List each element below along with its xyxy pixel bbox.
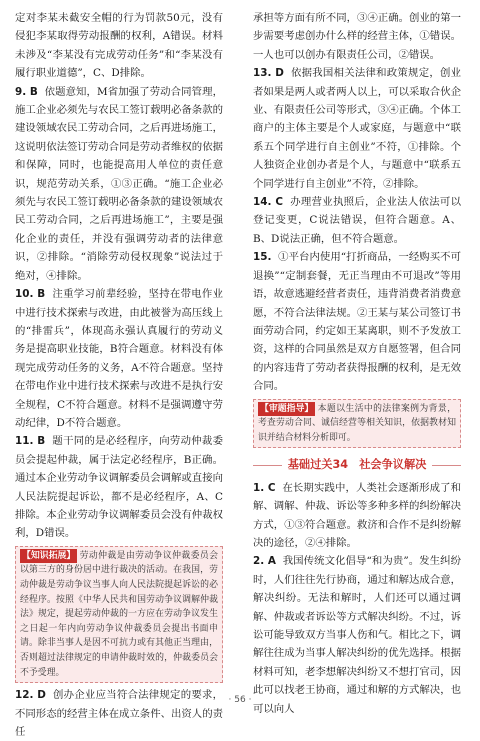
answer-text: 依题意知，M省加强了劳动合同管理，施工企业必须先与农民工签订载明必备条款的建设领域农民工劳动合同，之后再进场施工，这说明依法签订劳动合同是劳动者维权的依据和保障，同时，也能提高用人单位的责任意识，规范劳动关系，①③正确。“施工企业必须先与农民工签订载明必备条款的建设领域农民工劳动合同，之后再进场施工”，主要是强化企业的责任，并没有强调劳动者的法律意识，②排除。“消除劳动侵权现象”说法过于绝对，④排除。 <box>15 85 223 282</box>
knowledge-extension-box <box>15 546 223 683</box>
question-number: 14. C <box>253 196 283 209</box>
section-rule-left <box>253 465 282 466</box>
answer-13 <box>253 64 461 193</box>
question-number: 13. D <box>253 67 284 80</box>
exam-guide-label: 【审题指导】 <box>258 402 315 417</box>
question-number: 1. C <box>253 481 276 494</box>
answer-14 <box>253 193 461 248</box>
page-number: · 56 · <box>228 695 252 705</box>
section-title-text: 基础过关34 社会争议解决 <box>287 458 427 472</box>
answer-11 <box>15 432 223 542</box>
question-number: 11. B <box>15 435 46 448</box>
answer-s1 <box>253 479 461 553</box>
answer-10 <box>15 285 223 432</box>
knowledge-extension-label: 【知识拓展】 <box>20 549 77 564</box>
answer-s2 <box>253 552 461 718</box>
section-heading <box>253 456 461 474</box>
answer-text: 创办企业应当符合法律规定的要求，不同形态的经营主体在成立条件、出资人的责任 <box>15 689 224 738</box>
answer-8-continuation: 定对李某未截安全帽的行为罚款50元，没有侵犯李某取得劳动报酬的权利，A错误。材料未涉及“李某没有完成劳动任务”和“李某没有履行职业道德”，C、D排除。 <box>15 12 223 80</box>
answer-text: 办理营业执照后，企业法人依法可以登记变更，C说法错误，但符合题意。A、B、D说法正确，但不符合题意。 <box>253 196 462 245</box>
answer-12-continuation: 承担等方面有所不同，③④正确。创业的第一步需要考虑创办什么样的经营主体，①错误。一人也可以创办有限责任公司，②错误。 <box>253 12 461 61</box>
question-number: 15. <box>253 251 272 264</box>
answer-9 <box>15 83 223 285</box>
answer-text: 依据我国相关法律和政策规定，创业者如果是两人或者两人以上，可以采取合伙企业、有限责任公司等形式，③④正确。个体工商户的主体主要是个人或家庭，与题意中“联系五个同学进行自主创业”不符，①排除。个人独资企业创办者是个人，与题意中“联系五个同学进行自主创业”不符，②排除。 <box>253 67 462 190</box>
answer-15 <box>253 248 461 395</box>
left-column <box>15 9 223 741</box>
question-number: 2. A <box>253 555 276 568</box>
answer-text: 我国传统文化倡导“和为贵”。发生纠纷时，人们往往先行协商，通过和解达成合意，解决纠纷。无法和解时，人们还可以通过调解、仲裁或者诉讼等方式解决纠纷。不过，诉讼可能导致双方当事人伤和气。相比之下，调解往往成为当事人解决纠纷的优先选择。根据材料可知，老李想解决纠纷又不想打官司，因此可以找老王协商，通过和解的方式解决，也可以向人 <box>253 555 461 715</box>
knowledge-extension-text: 劳动仲裁是由劳动争议仲裁委员会以第三方的身份居中进行裁决的活动。在我国，劳动仲裁是劳动争议当事人向人民法院提起诉讼的必经程序。按照《中华人民共和国劳动争议调解仲裁法》规定，提起劳动仲裁的一方应在劳动争议发生之日起一年内向劳动争议仲裁委员会提出书面申请。除非当事人是因不可抗力或有其他正当理由，否则超过法律规定的申请仲裁时效的，仲裁委员会不予受理。 <box>20 550 218 678</box>
answer-text: 题干同的是必经程序，向劳动仲裁委员会提起仲裁，属于法定必经程序，B正确。通过本企业劳动争议调解委员会调解或直接向人民法院提起诉讼，都不是必经程序，A、C排除。本企业劳动争议调解委员会没有仲裁权利，D错误。 <box>15 435 223 540</box>
answer-text: 在长期实践中，人类社会逐渐形成了和解、调解、仲裁、诉讼等多种多样的纠纷解决方式，①③符合题意。救济和合作不是纠纷解决的途径，②④排除。 <box>253 481 462 549</box>
exam-guide-text: 本题以生活中的法律案例为背景，考查劳动合同、诚信经营等相关知识，依据教材知识并结合材料分析即可。 <box>258 403 456 443</box>
question-number: 12. D <box>15 689 46 702</box>
answer-text: 注重学习前辈经验，坚持在带电作业中进行技术探索与改进，由此被誉为高压线上的“排雷兵”，体现高永强认真履行的劳动义务是提高职业技能，B符合题意。材料没有体现完成劳动任务的义务，A不符合题意。坚持在带电作业中进行技术探索与改进不是执行安全规程，C不符合题意。材料不是强调遵守劳动纪律，D不符合题意。 <box>15 288 223 429</box>
question-number: 10. B <box>15 288 46 301</box>
question-number: 9. B <box>15 85 38 98</box>
exam-guide-box <box>253 399 461 449</box>
answer-text: ①平台内使用“打折商品，一经购买不可退换”“定制套餐，无正当理由不可退改”等用语，故意逃避经营者责任，违背消费者消费意愿，不符合法律法规。②王某与某公司签订书面劳动合同，约定如王某离职，则不予发放工资，这样的合同虽然是双方自愿签署，但合同的内容违背了劳动者获得报酬的权利，是无效合同。 <box>253 251 462 393</box>
right-column <box>253 9 461 718</box>
section-rule-right <box>432 465 461 466</box>
